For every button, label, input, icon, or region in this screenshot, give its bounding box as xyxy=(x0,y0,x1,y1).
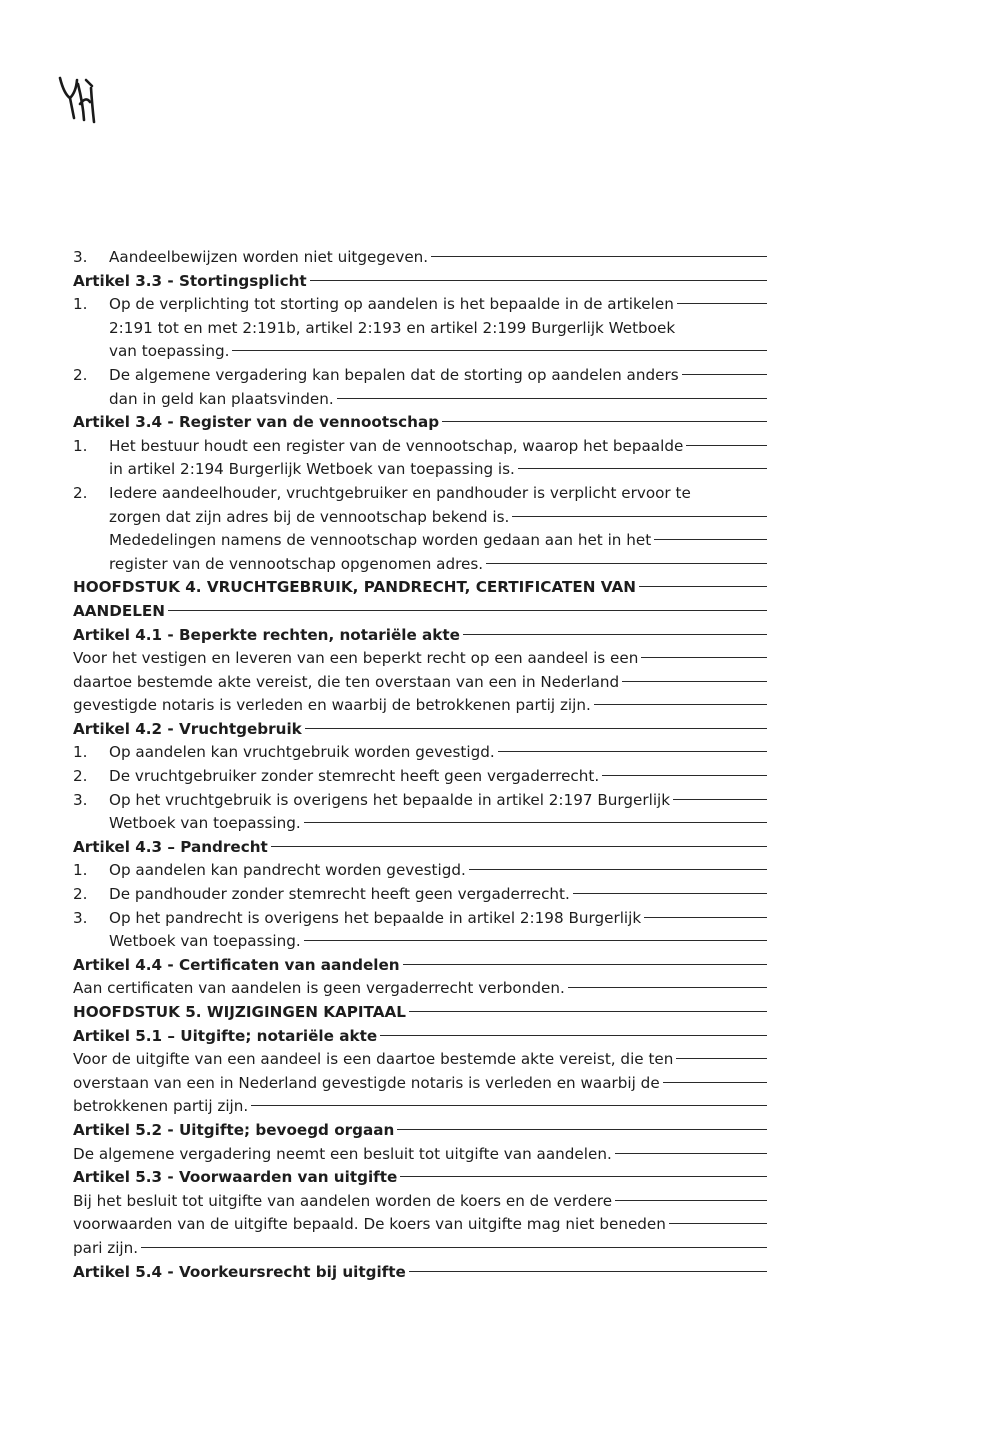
heading-text: Artikel 3.4 - Register van de vennootschap xyxy=(73,413,440,432)
text-line xyxy=(73,741,767,765)
fill-line xyxy=(518,468,767,469)
line-text: De pandhouder zonder stemrecht heeft geen vergaderrecht. xyxy=(109,885,570,904)
line-text: Op aandelen kan vruchtgebruik worden gevestigd. xyxy=(109,743,495,762)
line-text: overstaan van een in Nederland gevestigde notaris is verleden en waarbij de xyxy=(73,1073,660,1092)
text-line xyxy=(73,246,767,270)
fill-line xyxy=(304,822,767,823)
line-text: register van de vennootschap opgenomen adres. xyxy=(109,554,484,573)
fill-line xyxy=(622,681,767,682)
article-heading xyxy=(73,1119,767,1143)
line-text: Bij het besluit tot uitgifte van aandelen worden de koers en de verdere xyxy=(73,1191,613,1210)
text-line xyxy=(73,293,767,317)
line-text: van toepassing. xyxy=(109,342,230,361)
text-line xyxy=(73,789,767,813)
list-number: 3. xyxy=(73,908,88,927)
text-line xyxy=(73,765,767,789)
line-text: pari zijn. xyxy=(73,1238,139,1257)
heading-text: Artikel 3.3 - Stortingsplicht xyxy=(73,271,307,290)
fill-line xyxy=(673,799,767,800)
line-text: Op de verplichting tot storting op aandelen is het bepaalde in de artikelen xyxy=(109,295,674,314)
fill-line xyxy=(397,1129,767,1130)
line-text: Voor het vestigen en leveren van een beperkt recht op een aandeel is een xyxy=(73,649,639,668)
text-line xyxy=(73,364,767,388)
text-line xyxy=(73,482,767,506)
fill-line xyxy=(682,374,767,375)
text-line xyxy=(73,340,767,364)
line-text: Op aandelen kan pandrecht worden gevestigd. xyxy=(109,861,466,880)
article-heading xyxy=(73,1166,767,1190)
line-text: Mededelingen namens de vennootschap worden gedaan aan het in het xyxy=(109,531,652,550)
line-text: De vruchtgebruiker zonder stemrecht heeft geen vergaderrecht. xyxy=(109,767,600,786)
text-line xyxy=(73,388,767,412)
heading-text: Artikel 5.3 - Voorwaarden van uitgifte xyxy=(73,1168,398,1187)
text-line xyxy=(73,859,767,883)
article-heading xyxy=(73,270,767,294)
text-line xyxy=(73,506,767,530)
handwritten-initials xyxy=(56,74,102,124)
text-line xyxy=(73,671,767,695)
heading-text: Artikel 4.3 – Pandrecht xyxy=(73,837,268,856)
chapter-heading xyxy=(73,1001,767,1025)
heading-text: HOOFDSTUK 5. WIJZIGINGEN KAPITAAL xyxy=(73,1003,406,1021)
fill-line xyxy=(469,869,767,870)
fill-line xyxy=(573,893,767,894)
article-heading xyxy=(73,1025,767,1049)
text-line xyxy=(73,812,767,836)
article-heading xyxy=(73,411,767,435)
line-text: Wetboek van toepassing. xyxy=(109,814,301,833)
heading-text: Artikel 4.2 - Vruchtgebruik xyxy=(73,719,302,738)
text-line xyxy=(73,1095,767,1119)
article-heading xyxy=(73,954,767,978)
line-text: Het bestuur houdt een register van de vennootschap, waarop het bepaalde xyxy=(109,436,684,455)
fill-line xyxy=(310,280,767,281)
fill-line xyxy=(498,751,767,752)
fill-line xyxy=(403,964,767,965)
text-line xyxy=(73,1190,767,1214)
text-line xyxy=(73,1072,767,1096)
list-number: 1. xyxy=(73,861,88,880)
fill-line xyxy=(644,917,767,918)
line-text: Op het pandrecht is overigens het bepaalde in artikel 2:198 Burgerlijk xyxy=(109,908,642,927)
text-line xyxy=(73,647,767,671)
fill-line xyxy=(431,256,767,257)
fill-line xyxy=(304,940,767,941)
list-number: 3. xyxy=(73,248,88,266)
fill-line xyxy=(663,1082,767,1083)
list-number: 2. xyxy=(73,365,88,384)
list-number: 1. xyxy=(73,295,88,314)
text-line xyxy=(73,1213,767,1237)
fill-line xyxy=(512,516,767,517)
line-text: Aandeelbewijzen worden niet uitgegeven. xyxy=(109,248,429,266)
fill-line xyxy=(654,539,767,540)
list-number: 1. xyxy=(73,743,88,762)
chapter-heading xyxy=(73,576,767,600)
heading-text: Artikel 5.2 - Uitgifte; bevoegd orgaan xyxy=(73,1120,395,1139)
fill-line xyxy=(686,445,767,446)
fill-line xyxy=(271,846,767,847)
line-text: gevestigde notaris is verleden en waarbij de betrokkenen partij zijn. xyxy=(73,696,591,715)
list-number: 2. xyxy=(73,483,88,502)
fill-line xyxy=(639,586,767,587)
fill-line xyxy=(676,1058,767,1059)
fill-line xyxy=(594,704,767,705)
line-text: De algemene vergadering neemt een besluit tot uitgifte van aandelen. xyxy=(73,1144,612,1163)
document-body xyxy=(73,246,767,1284)
fill-line xyxy=(568,987,767,988)
line-text: De algemene vergadering kan bepalen dat de storting op aandelen anders xyxy=(109,365,679,384)
heading-text: AANDELEN xyxy=(73,601,165,620)
fill-line xyxy=(337,398,767,399)
fill-line xyxy=(305,728,767,729)
text-line xyxy=(73,1048,767,1072)
fill-line xyxy=(141,1247,767,1248)
list-number: 3. xyxy=(73,790,88,809)
text-line xyxy=(73,1237,767,1261)
fill-line xyxy=(442,421,767,422)
fill-line xyxy=(463,634,767,635)
fill-line xyxy=(615,1200,767,1201)
list-number: 2. xyxy=(73,767,88,786)
fill-line xyxy=(168,610,767,611)
line-text: betrokkenen partij zijn. xyxy=(73,1097,249,1116)
list-number: 1. xyxy=(73,436,88,455)
text-line xyxy=(73,1143,767,1167)
text-line xyxy=(73,435,767,459)
text-line xyxy=(73,553,767,577)
chapter-heading xyxy=(73,600,767,624)
line-text: Iedere aandeelhouder, vruchtgebruiker en pandhouder is verplicht ervoor te xyxy=(109,483,691,502)
text-line xyxy=(73,977,767,1001)
fill-line xyxy=(409,1271,767,1272)
line-text: zorgen dat zijn adres bij de vennootschap bekend is. xyxy=(109,507,510,526)
text-line xyxy=(73,458,767,482)
line-text: dan in geld kan plaatsvinden. xyxy=(109,389,334,408)
line-text: 2:191 tot en met 2:191b, artikel 2:193 en artikel 2:199 Burgerlijk Wetboek xyxy=(109,318,676,337)
fill-line xyxy=(400,1176,767,1177)
line-text: Op het vruchtgebruik is overigens het bepaalde in artikel 2:197 Burgerlijk xyxy=(109,790,671,809)
text-line xyxy=(73,317,767,341)
fill-line xyxy=(232,350,767,351)
fill-line xyxy=(409,1011,767,1012)
text-line xyxy=(73,907,767,931)
fill-line xyxy=(669,1223,767,1224)
text-line xyxy=(73,930,767,954)
heading-text: Artikel 4.1 - Beperkte rechten, notariële akte xyxy=(73,625,460,644)
article-heading xyxy=(73,836,767,860)
fill-line xyxy=(602,775,767,776)
line-text: Wetboek van toepassing. xyxy=(109,932,301,951)
article-heading xyxy=(73,718,767,742)
line-text: daartoe bestemde akte vereist, die ten overstaan van een in Nederland xyxy=(73,672,620,691)
line-text: voorwaarden van de uitgifte bepaald. De koers van uitgifte mag niet beneden xyxy=(73,1215,666,1234)
fill-line xyxy=(615,1153,767,1154)
text-line xyxy=(73,883,767,907)
article-heading xyxy=(73,624,767,648)
line-text: Aan certificaten van aandelen is geen vergaderrecht verbonden. xyxy=(73,979,565,998)
line-text: Voor de uitgifte van een aandeel is een daartoe bestemde akte vereist, die ten xyxy=(73,1050,674,1069)
line-text: in artikel 2:194 Burgerlijk Wetboek van toepassing is. xyxy=(109,460,515,479)
heading-text: Artikel 5.4 - Voorkeursrecht bij uitgifte xyxy=(73,1262,406,1281)
fill-line xyxy=(251,1105,767,1106)
text-line xyxy=(73,694,767,718)
heading-text: HOOFDSTUK 4. VRUCHTGEBRUIK, PANDRECHT, CERTIFICATEN VAN xyxy=(73,578,636,597)
heading-text: Artikel 4.4 - Certificaten van aandelen xyxy=(73,955,400,974)
article-heading xyxy=(73,1261,767,1285)
text-line xyxy=(73,529,767,553)
fill-line xyxy=(677,303,767,304)
fill-line xyxy=(486,563,767,564)
fill-line xyxy=(380,1035,767,1036)
list-number: 2. xyxy=(73,885,88,904)
fill-line xyxy=(641,657,767,658)
heading-text: Artikel 5.1 – Uitgifte; notariële akte xyxy=(73,1026,378,1045)
